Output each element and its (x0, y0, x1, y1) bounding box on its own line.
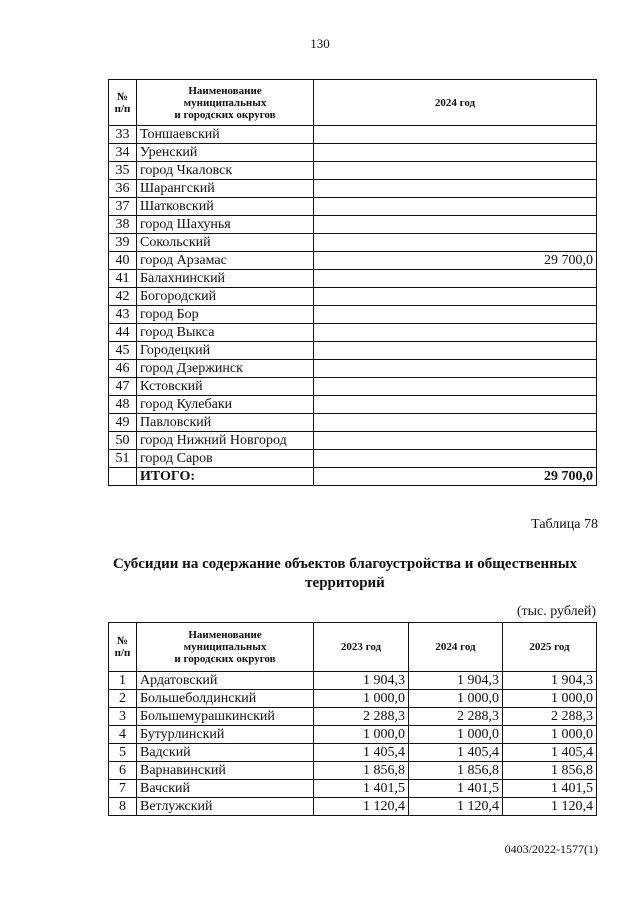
table-row (109, 162, 597, 180)
header-num: № п/п (109, 80, 137, 126)
row-number: 48 (109, 396, 137, 414)
value-2023: 2 288,3 (314, 708, 409, 726)
value-2025: 2 288,3 (503, 708, 597, 726)
municipality-name: Бутурлинский (137, 726, 314, 744)
table-row (109, 378, 597, 396)
header-2024: 2024 год (314, 80, 597, 126)
municipality-name: Сокольский (137, 234, 314, 252)
table-row (109, 126, 597, 144)
value-2024: 1 856,8 (409, 762, 503, 780)
row-number: 1 (109, 672, 137, 690)
table-row (109, 450, 597, 468)
municipality-name: город Кулебаки (137, 396, 314, 414)
municipality-name: Городецкий (137, 342, 314, 360)
table-label: Таблица 78 (531, 517, 598, 532)
units-label: (тыс. рублей) (516, 604, 596, 619)
row-number: 44 (109, 324, 137, 342)
table-row (109, 306, 597, 324)
table-body (109, 672, 597, 816)
value-2023: 1 856,8 (314, 762, 409, 780)
municipality-name: город Чкаловск (137, 162, 314, 180)
row-number: 43 (109, 306, 137, 324)
value-2024: 2 288,3 (409, 708, 503, 726)
municipality-name: Кстовский (137, 378, 314, 396)
table-row (109, 342, 597, 360)
value-2023: 1 000,0 (314, 726, 409, 744)
row-number: 51 (109, 450, 137, 468)
municipality-name: Шатковский (137, 198, 314, 216)
row-number: 33 (109, 126, 137, 144)
municipality-name: Вадский (137, 744, 314, 762)
header-num: № п/п (109, 623, 137, 672)
value-2024 (314, 378, 597, 396)
value-2024 (314, 144, 597, 162)
row-number: 34 (109, 144, 137, 162)
municipality-name: Павловский (137, 414, 314, 432)
row-number: 6 (109, 762, 137, 780)
municipality-name: город Бор (137, 306, 314, 324)
municipality-name: город Арзамас (137, 252, 314, 270)
value-2024 (314, 324, 597, 342)
total-row (109, 468, 597, 486)
table-row (109, 288, 597, 306)
row-number: 38 (109, 216, 137, 234)
municipality-name: Ардатовский (137, 672, 314, 690)
table-row (109, 780, 597, 798)
table-row (109, 270, 597, 288)
total-label: ИТОГО: (137, 468, 314, 486)
row-number: 7 (109, 780, 137, 798)
value-2025: 1 120,4 (503, 798, 597, 816)
table-row (109, 744, 597, 762)
municipality-name: Большеболдинский (137, 690, 314, 708)
row-number: 4 (109, 726, 137, 744)
value-2024: 1 120,4 (409, 798, 503, 816)
table-row (109, 798, 597, 816)
row-number: 47 (109, 378, 137, 396)
municipality-name: Вачский (137, 780, 314, 798)
row-number: 37 (109, 198, 137, 216)
header-name: Наименование муниципальных и городских округов (137, 623, 314, 672)
table-header-row (109, 623, 597, 672)
value-2025: 1 904,3 (503, 672, 597, 690)
row-number: 3 (109, 708, 137, 726)
value-2023: 1 405,4 (314, 744, 409, 762)
row-number: 39 (109, 234, 137, 252)
municipality-name: город Выкса (137, 324, 314, 342)
page-number: 130 (310, 36, 330, 51)
value-2024 (314, 216, 597, 234)
row-number: 46 (109, 360, 137, 378)
table-row (109, 762, 597, 780)
value-2023: 1 904,3 (314, 672, 409, 690)
table-row (109, 432, 597, 450)
table-row (109, 360, 597, 378)
value-2024 (314, 234, 597, 252)
municipality-name: Уренский (137, 144, 314, 162)
municipality-name: Тоншаевский (137, 126, 314, 144)
header-2025: 2025 год (503, 623, 597, 672)
municipality-name: город Саров (137, 450, 314, 468)
table-row (109, 324, 597, 342)
value-2023: 1 120,4 (314, 798, 409, 816)
municipality-name: город Дзержинск (137, 360, 314, 378)
value-2025: 1 405,4 (503, 744, 597, 762)
table-header-row (109, 80, 597, 126)
section-title: Субсидии на содержание объектов благоустройства и общественных территорий (113, 556, 577, 591)
value-2024: 1 000,0 (409, 690, 503, 708)
value-2024: 1 000,0 (409, 726, 503, 744)
value-2024: 1 401,5 (409, 780, 503, 798)
value-2024 (314, 396, 597, 414)
municipality-name: Шарангский (137, 180, 314, 198)
municipality-name: город Шахунья (137, 216, 314, 234)
value-2025: 1 401,5 (503, 780, 597, 798)
municipality-name: Балахнинский (137, 270, 314, 288)
row-number: 2 (109, 690, 137, 708)
row-number: 5 (109, 744, 137, 762)
value-2024 (314, 162, 597, 180)
value-2024 (314, 360, 597, 378)
header-name: Наименование муниципальных и городских округов (137, 80, 314, 126)
row-number: 40 (109, 252, 137, 270)
table-body (109, 126, 597, 468)
table-row (109, 234, 597, 252)
table-row (109, 144, 597, 162)
subsidy-table (108, 622, 597, 816)
value-2023: 1 401,5 (314, 780, 409, 798)
municipality-name: Ветлужский (137, 798, 314, 816)
table-row (109, 690, 597, 708)
row-number: 36 (109, 180, 137, 198)
municipality-name: Богородский (137, 288, 314, 306)
value-2024: 29 700,0 (314, 252, 597, 270)
value-2025: 1 856,8 (503, 762, 597, 780)
value-2024: 1 405,4 (409, 744, 503, 762)
table-row (109, 414, 597, 432)
table-row (109, 180, 597, 198)
row-number: 42 (109, 288, 137, 306)
value-2024 (314, 180, 597, 198)
total-value: 29 700,0 (314, 468, 597, 486)
row-number: 8 (109, 798, 137, 816)
value-2024: 1 904,3 (409, 672, 503, 690)
header-2024: 2024 год (409, 623, 503, 672)
row-number: 50 (109, 432, 137, 450)
table-row (109, 198, 597, 216)
municipality-name: Варнавинский (137, 762, 314, 780)
municipality-name: Большемурашкинский (137, 708, 314, 726)
value-2025: 1 000,0 (503, 726, 597, 744)
allocation-table-2024 (108, 79, 597, 486)
value-2023: 1 000,0 (314, 690, 409, 708)
table-row (109, 216, 597, 234)
row-number: 45 (109, 342, 137, 360)
table-row (109, 708, 597, 726)
table-row (109, 672, 597, 690)
table-row (109, 726, 597, 744)
row-number: 49 (109, 414, 137, 432)
header-2023: 2023 год (314, 623, 409, 672)
value-2024 (314, 450, 597, 468)
row-number: 35 (109, 162, 137, 180)
total-num-cell (109, 468, 137, 486)
value-2024 (314, 288, 597, 306)
value-2025: 1 000,0 (503, 690, 597, 708)
value-2024 (314, 342, 597, 360)
value-2024 (314, 198, 597, 216)
table-row (109, 396, 597, 414)
value-2024 (314, 414, 597, 432)
row-number: 41 (109, 270, 137, 288)
value-2024 (314, 126, 597, 144)
municipality-name: город Нижний Новгород (137, 432, 314, 450)
value-2024 (314, 432, 597, 450)
value-2024 (314, 270, 597, 288)
document-code: 0403/2022-1577(1) (504, 842, 598, 856)
value-2024 (314, 306, 597, 324)
table-row (109, 252, 597, 270)
